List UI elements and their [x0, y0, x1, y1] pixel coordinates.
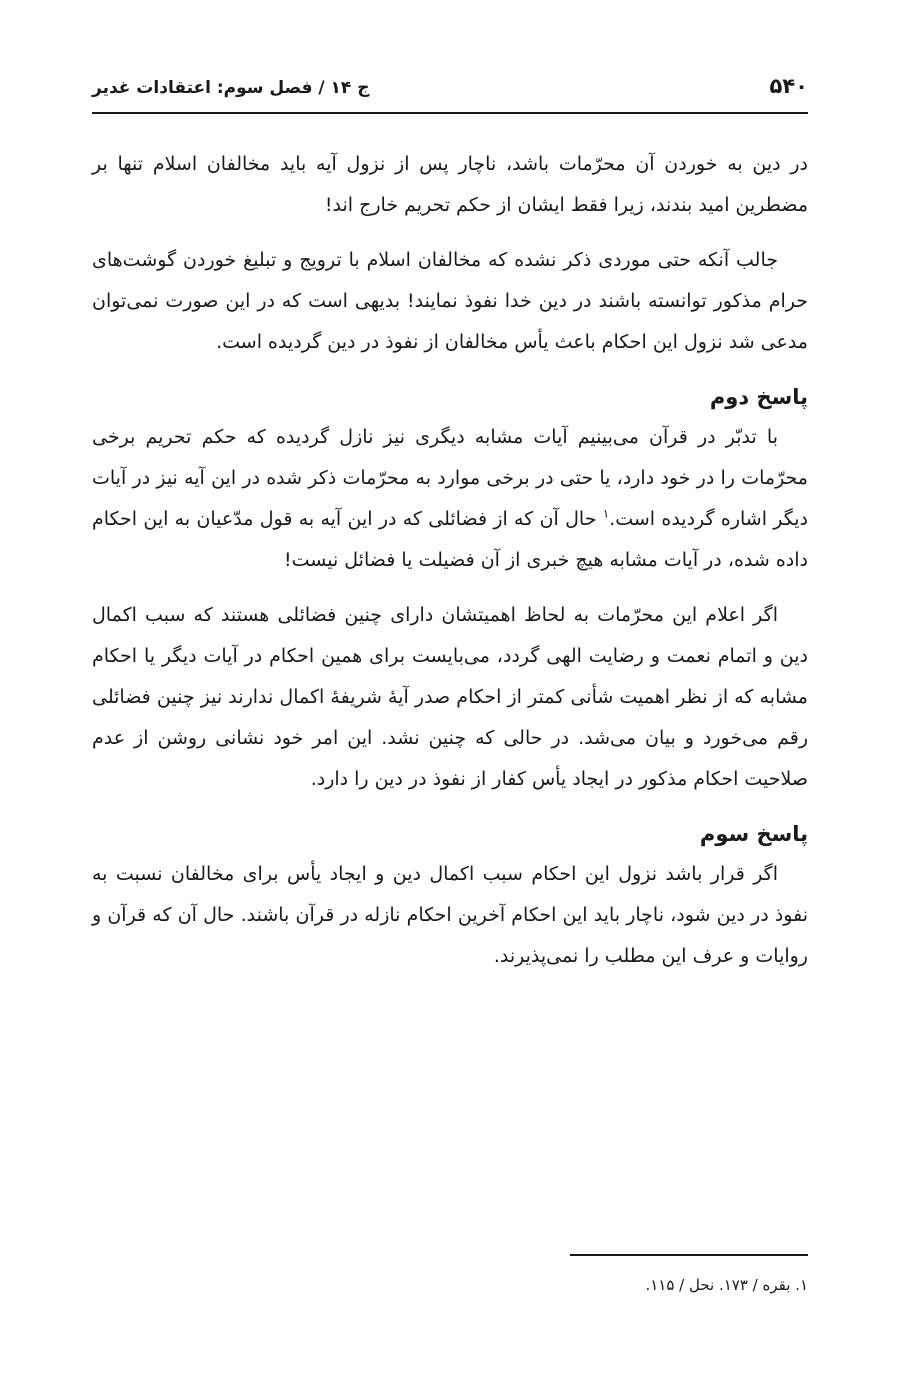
paragraph-3-part-b: حال آن که از فضائلی که در این آیه به قول مدّعیان به این احکام داده شده، در آیات مشابه هیچ خبری از آن فضیلت یا فضائل نیست! — [92, 508, 808, 571]
footnote: ۱. بقره / ۱۷۳. نحل / ۱۱۵. — [645, 1276, 808, 1294]
paragraph-4: اگر اعلام این محرّمات به لحاظ اهمیتشان دارای چنین فضائلی هستند که سبب اکمال دین و اتمام نعمت و رضایت الهی گردد، می‌بایست برای همین احکام در آیات دیگر یا احکام مشابه که از نظر اهمیت شأنی کمتر از احکام صدر آیهٔ شریفهٔ اکمال ندارند نیز چنین فضائلی رقم می‌خورد و بیان می‌شد. در حالی که چنین نشد. این امر خود نشانی روشن از عدم صلاحیت احکام مذکور در ایجاد یأس کفار از نفوذ در دین را دارد. — [92, 604, 808, 790]
book-page — [92, 0, 808, 1390]
paragraph-3-part-a: با تدبّر در قرآن می‌بینیم آیات مشابه دیگری نیز نازل گردیده که حکم تحریم برخی محرّمات را در خود دارد، یا حتی در برخی موارد به محرّمات ذکر شده در این آیه نیز در آیات دیگر اشاره گردیده است. — [92, 426, 808, 530]
heading-third-answer: پاسخ سوم — [699, 822, 808, 846]
running-head: ج ۱۴ / فصل سوم: اعتقادات غدیر — [92, 78, 370, 98]
body-text — [92, 144, 808, 991]
heading-second-answer: پاسخ دوم — [709, 385, 808, 409]
paragraph-1: در دین به خوردن آن محرّمات باشد، ناچار پس از نزول آیه باید مخالفان اسلام تنها بر مضطرین امید بندند، زیرا فقط ایشان از حکم تحریم خارج اند! — [92, 153, 808, 216]
paragraph-2: جالب آنکه حتی موردی ذکر نشده که مخالفان اسلام با ترویج و تبلیغ خوردن گوشت‌های حرام مذکور توانسته باشند در دین خدا نفوذ نمایند! بدیهی است که در این صورت نمی‌توان مدعی شد نزول این احکام باعث یأس مخالفان از نفوذ در دین گردیده است. — [92, 249, 808, 353]
footnote-ref[interactable]: ۱ — [602, 506, 610, 521]
paragraph-3 — [92, 417, 808, 581]
page-number: ۵۴۰ — [769, 74, 808, 98]
paragraph-5: اگر قرار باشد نزول این احکام سبب اکمال دین و ایجاد یأس برای مخالفان نسبت به نفوذ در دین شود، ناچار باید این احکام آخرین احکام نازله در قرآن باشند. حال آن که قرآن و روایات و عرف این مطلب را نمی‌پذیرند. — [92, 863, 808, 967]
page-header — [92, 70, 808, 114]
footnote-divider — [570, 1254, 808, 1256]
